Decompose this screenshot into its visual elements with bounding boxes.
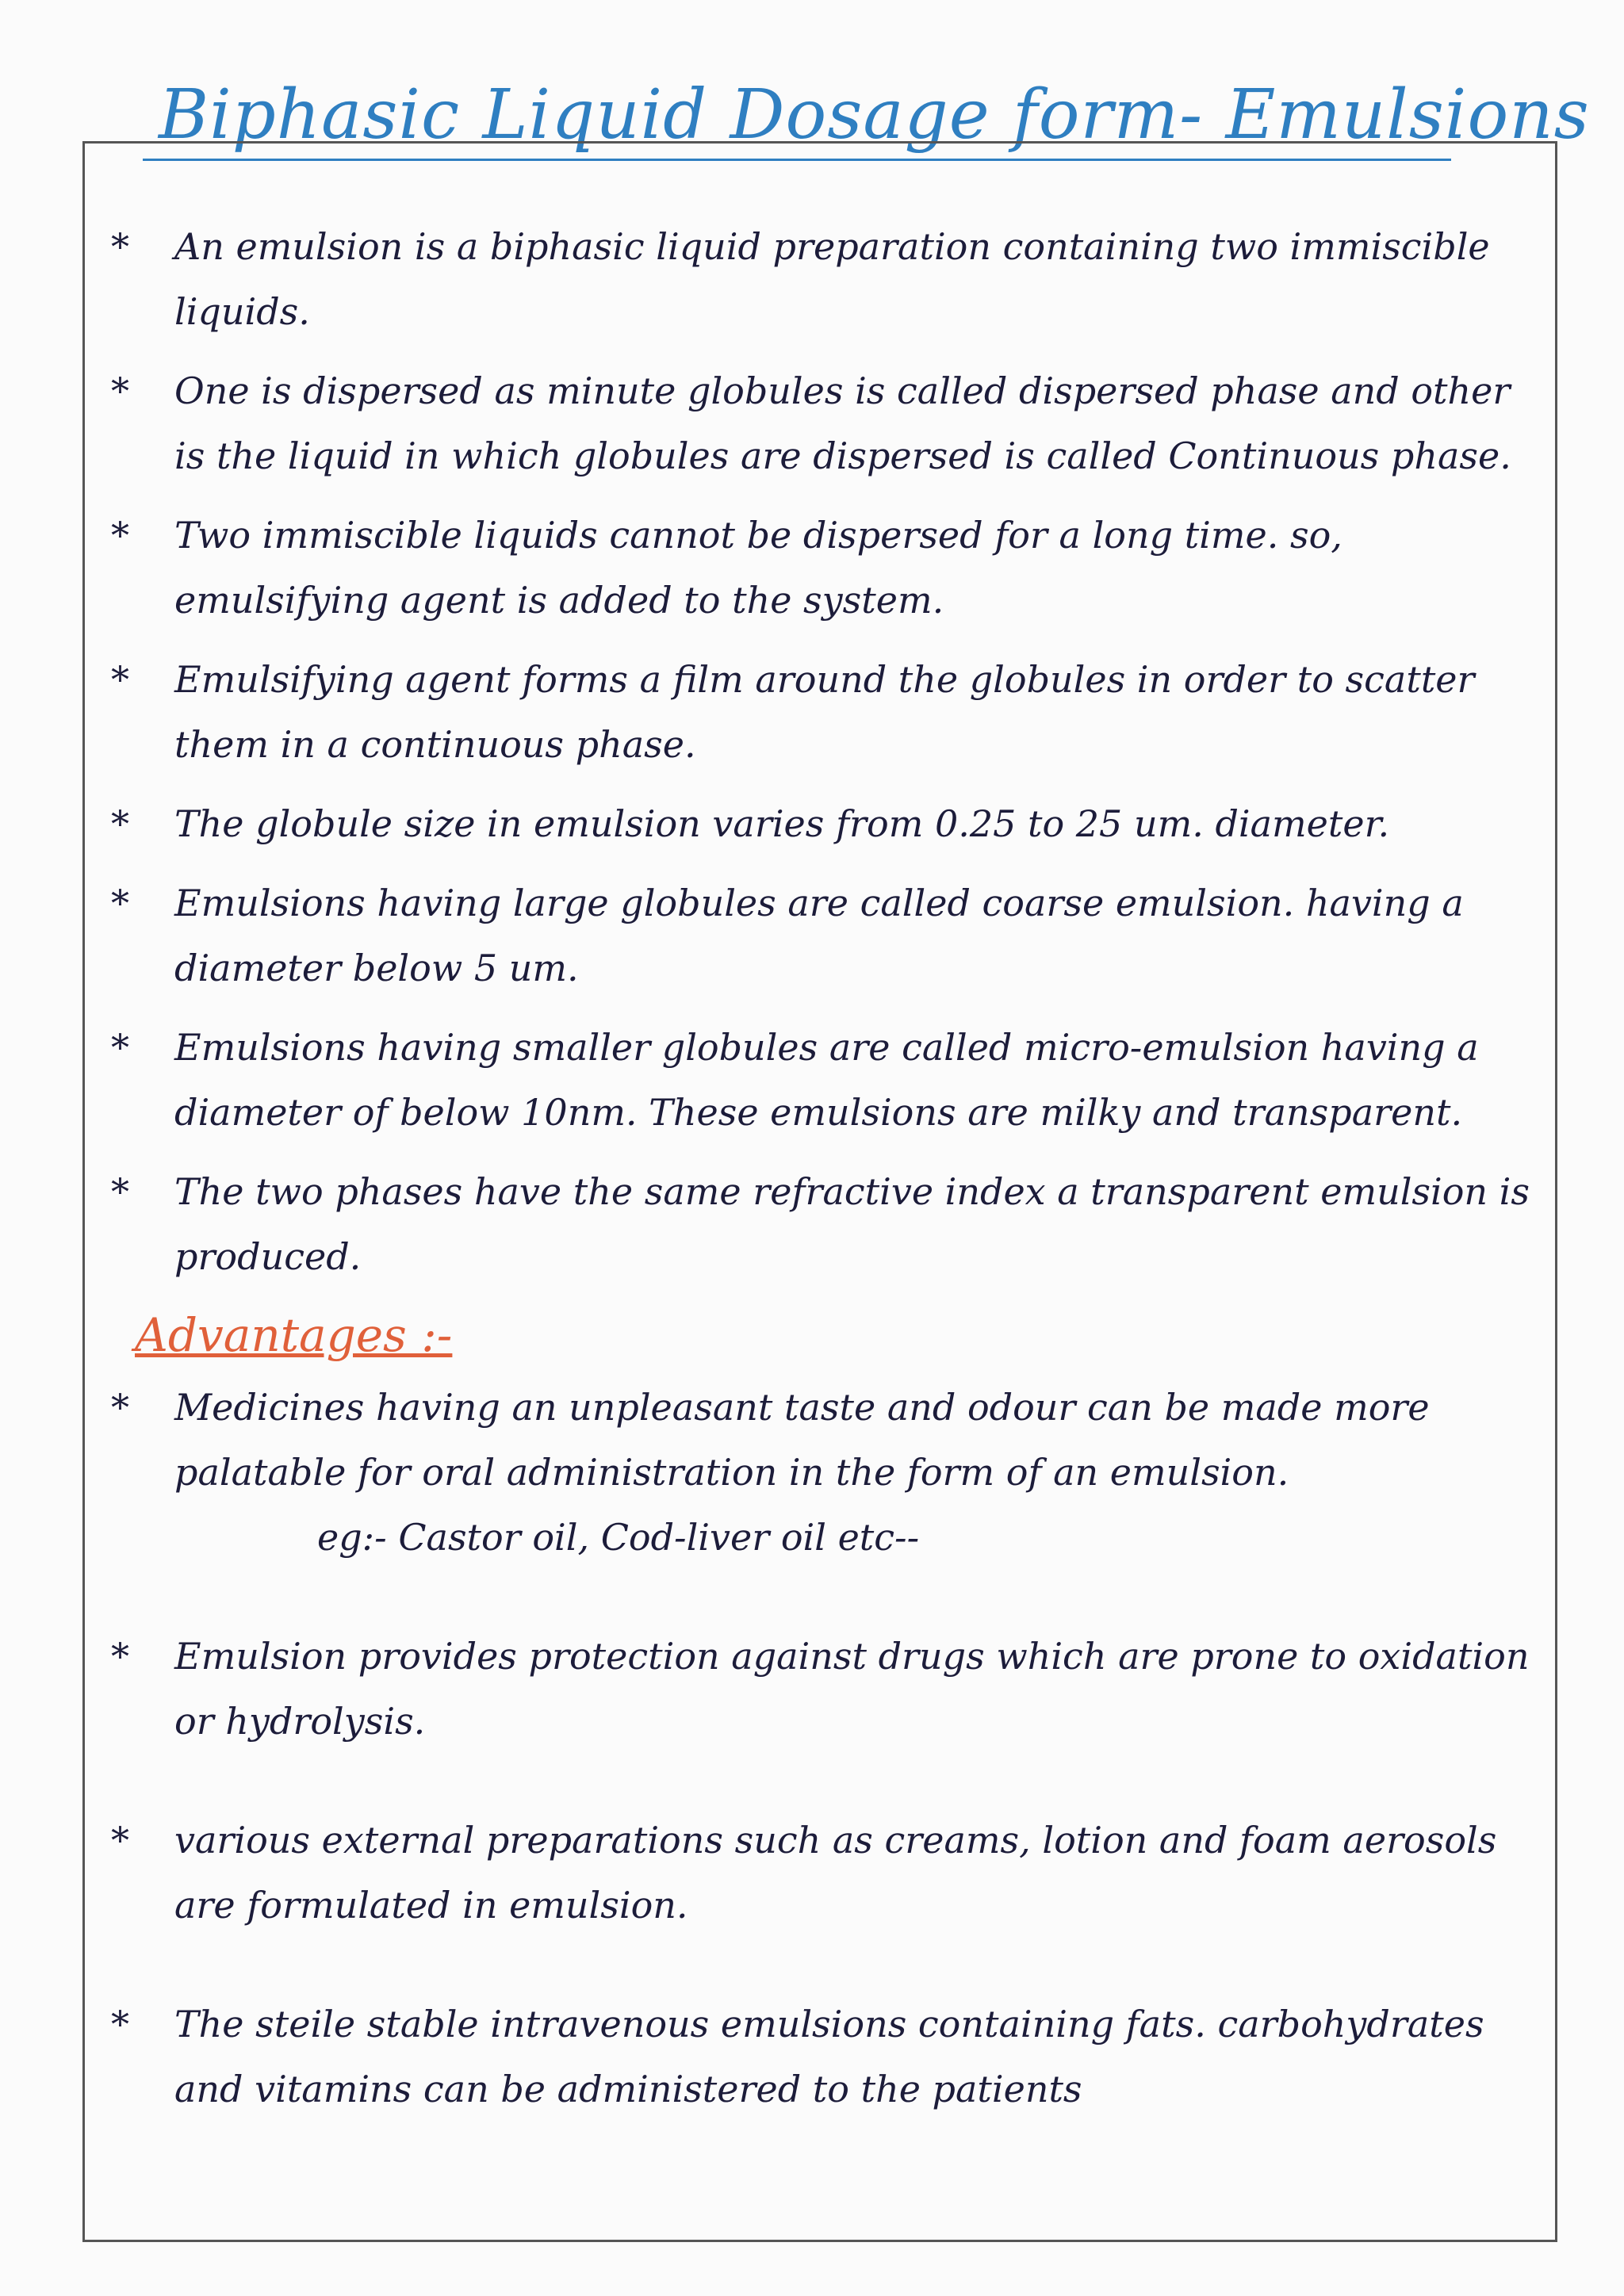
note-text: The globule size in emulsion varies from 0.25 to 25 um. diameter. bbox=[174, 802, 1390, 845]
bullet-asterisk: * bbox=[111, 658, 129, 701]
note-item-8 bbox=[111, 1159, 1538, 1289]
note-item-3 bbox=[111, 503, 1538, 633]
advantage-text: Medicines having an unpleasant taste and odour can be made more palatable for oral administration in the form of an emulsion. bbox=[174, 1386, 1430, 1494]
bullet-asterisk: * bbox=[111, 2003, 129, 2045]
advantage-text: various external preparations such as creams, lotion and foam aerosols are formulated in emulsion. bbox=[174, 1819, 1497, 1927]
advantage-text: Emulsion provides protection against drugs which are prone to oxidation or hydrolysis. bbox=[174, 1635, 1530, 1743]
note-item-4 bbox=[111, 647, 1538, 777]
advantage-text: The steile stable intravenous emulsions containing fats. carbohydrates and vitamins can be administered to the patients bbox=[174, 2003, 1484, 2110]
notes-content bbox=[111, 214, 1538, 2136]
note-text: Emulsions having smaller globules are called micro-emulsion having a diameter of below 10nm. These emulsions are milky and transparent. bbox=[174, 1026, 1479, 1134]
advantage-item-4 bbox=[111, 1992, 1538, 2122]
bullet-asterisk: * bbox=[111, 1026, 129, 1069]
note-text: The two phases have the same refractive index a transparent emulsion is produced. bbox=[174, 1170, 1530, 1278]
advantage-item-1 bbox=[111, 1375, 1538, 1570]
bullet-asterisk: * bbox=[111, 1170, 129, 1213]
bullet-asterisk: * bbox=[111, 802, 129, 845]
spacer bbox=[111, 1768, 1538, 1808]
bullet-asterisk: * bbox=[111, 369, 129, 412]
note-item-7 bbox=[111, 1015, 1538, 1145]
bullet-asterisk: * bbox=[111, 1386, 129, 1429]
spacer bbox=[111, 1952, 1538, 1992]
note-text: One is dispersed as minute globules is called dispersed phase and other is the liquid in which globules are dispersed is called Continuous phase. bbox=[174, 369, 1511, 477]
advantage-example: eg:- Castor oil, Cod-liver oil etc-- bbox=[317, 1516, 920, 1559]
bullet-asterisk: * bbox=[111, 514, 129, 557]
advantage-item-2 bbox=[111, 1624, 1538, 1754]
note-text: Emulsions having large globules are called coarse emulsion. having a diameter below 5 um. bbox=[174, 882, 1464, 989]
advantages-heading-text: Advantages :- bbox=[135, 1308, 453, 1362]
advantages-heading bbox=[135, 1303, 1538, 1367]
page-title: Biphasic Liquid Dosage form- Emulsions bbox=[159, 75, 1590, 155]
note-item-2 bbox=[111, 358, 1538, 488]
bullet-asterisk: * bbox=[111, 225, 129, 268]
bullet-asterisk: * bbox=[111, 1635, 129, 1678]
note-item-6 bbox=[111, 871, 1538, 1001]
bullet-asterisk: * bbox=[111, 1819, 129, 1862]
note-item-1 bbox=[111, 214, 1538, 344]
note-text: Two immiscible liquids cannot be dispersed for a long time. so, emulsifying agent is added to the system. bbox=[174, 514, 1342, 622]
note-text: An emulsion is a biphasic liquid preparation containing two immiscible liquids. bbox=[174, 225, 1490, 333]
note-item-5 bbox=[111, 791, 1538, 856]
bullet-asterisk: * bbox=[111, 882, 129, 924]
spacer bbox=[111, 1584, 1538, 1624]
note-text: Emulsifying agent forms a film around the globules in order to scatter them in a continuous phase. bbox=[174, 658, 1475, 766]
advantage-item-3 bbox=[111, 1808, 1538, 1938]
